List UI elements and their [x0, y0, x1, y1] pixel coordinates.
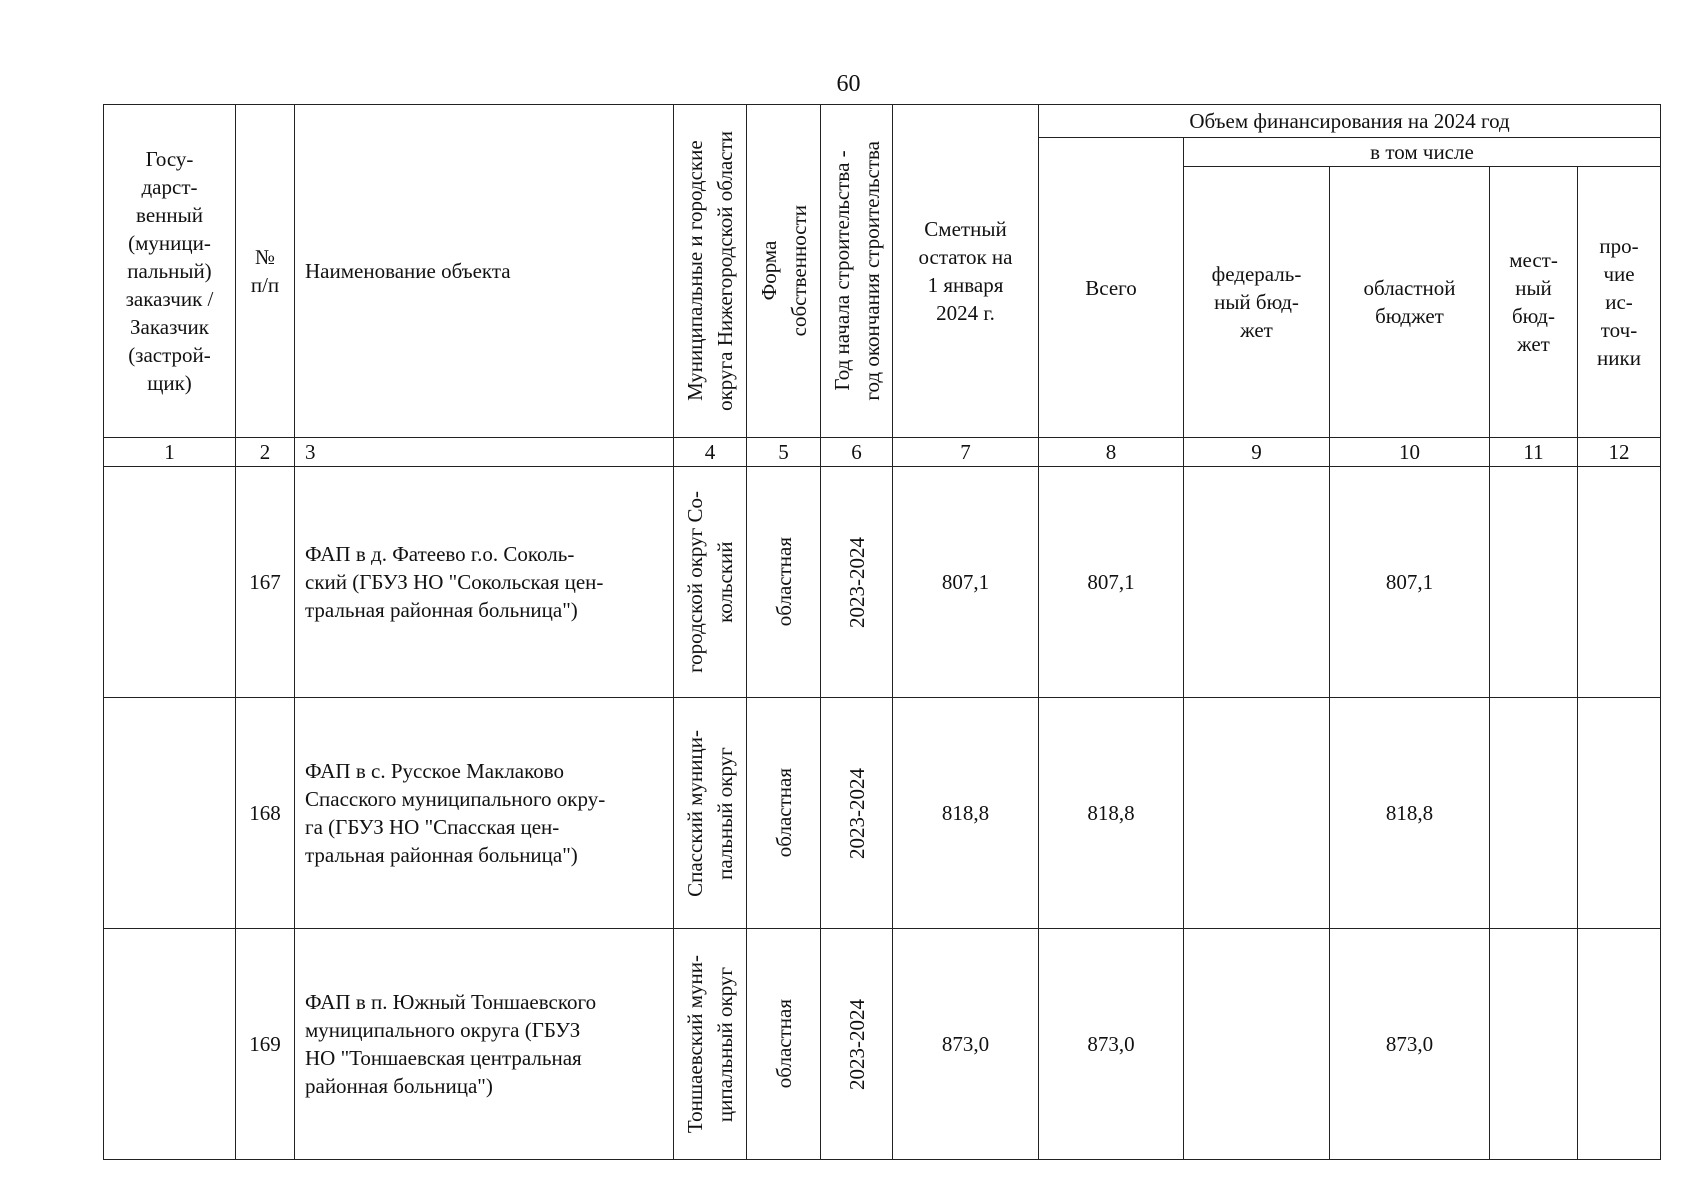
row-customer [104, 467, 236, 698]
column-number: 10 [1330, 438, 1490, 467]
row-local [1490, 698, 1578, 929]
row-years [821, 467, 893, 698]
header-ownership-text: Форма собственности [756, 205, 811, 337]
row-municipality [674, 467, 747, 698]
row-regional: 807,1 [1330, 467, 1490, 698]
header-number: № п/п [236, 105, 295, 438]
header-including: в том числе [1184, 138, 1661, 167]
column-number: 1 [104, 438, 236, 467]
header-total: Всего [1039, 138, 1184, 438]
row-years [821, 929, 893, 1160]
row-regional: 873,0 [1330, 929, 1490, 1160]
row-other [1578, 467, 1661, 698]
row-years-text: 2023-2024 [844, 767, 869, 859]
row-total: 873,0 [1039, 929, 1184, 1160]
row-total: 807,1 [1039, 467, 1184, 698]
header-row-top [104, 105, 1661, 138]
row-number: 167 [236, 467, 295, 698]
row-estimate-balance: 807,1 [893, 467, 1039, 698]
table-row [104, 698, 1661, 929]
header-object-name: Наименование объекта [295, 105, 674, 438]
funding-table [103, 104, 1661, 1160]
row-estimate-balance: 873,0 [893, 929, 1039, 1160]
row-object-name: ФАП в д. Фатеево г.о. Соколь- ский (ГБУЗ НО "Сокольская цен- тральная районная больница") [295, 467, 674, 698]
header-customer: Госу- дарст- венный (муници- пальный) заказчик / Заказчик (застрой- щик) [104, 105, 236, 438]
header-municipality-text: Муниципальные и городские округа Нижегородской области [683, 131, 737, 411]
row-ownership [747, 929, 821, 1160]
row-years-text: 2023-2024 [844, 998, 869, 1090]
column-number: 4 [674, 438, 747, 467]
row-regional: 818,8 [1330, 698, 1490, 929]
header-funding-volume: Объем финансирования на 2024 год [1039, 105, 1661, 138]
header-municipality [674, 105, 747, 438]
column-number: 11 [1490, 438, 1578, 467]
row-federal [1184, 467, 1330, 698]
row-local [1490, 467, 1578, 698]
header-other: про- чие ис- точ- ники [1578, 167, 1661, 438]
row-number: 168 [236, 698, 295, 929]
column-number: 2 [236, 438, 295, 467]
row-ownership [747, 467, 821, 698]
row-customer [104, 698, 236, 929]
column-number: 9 [1184, 438, 1330, 467]
row-object-name: ФАП в с. Русское Маклаково Спасского муниципального окру- га (ГБУЗ НО "Спасская цен- тральная районная больница") [295, 698, 674, 929]
row-ownership [747, 698, 821, 929]
row-estimate-balance: 818,8 [893, 698, 1039, 929]
header-years [821, 105, 893, 438]
row-years [821, 698, 893, 929]
row-years-text: 2023-2024 [844, 536, 869, 628]
row-municipality-text: Спасский муници- пальный округ [683, 729, 737, 897]
row-ownership-text: областная [771, 999, 796, 1089]
column-number: 12 [1578, 438, 1661, 467]
header-estimate-balance: Сметный остаток на 1 января 2024 г. [893, 105, 1039, 438]
table-row [104, 929, 1661, 1160]
column-number: 5 [747, 438, 821, 467]
header-regional: областной бюджет [1330, 167, 1490, 438]
row-municipality [674, 698, 747, 929]
row-municipality [674, 929, 747, 1160]
row-municipality-text: городской округ Со- кольский [683, 491, 737, 673]
row-federal [1184, 929, 1330, 1160]
row-other [1578, 698, 1661, 929]
column-number: 7 [893, 438, 1039, 467]
table-row [104, 467, 1661, 698]
page-number: 60 [836, 71, 861, 97]
row-customer [104, 929, 236, 1160]
header-years-text: Год начала строительства - год окончания строительства [829, 141, 884, 401]
row-ownership-text: областная [771, 768, 796, 858]
header-federal: федераль- ный бюд- жет [1184, 167, 1330, 438]
row-municipality-text: Тоншаевский муни- ципальный округ [683, 954, 737, 1134]
row-federal [1184, 698, 1330, 929]
row-other [1578, 929, 1661, 1160]
column-number: 8 [1039, 438, 1184, 467]
row-ownership-text: областная [771, 537, 796, 627]
row-number: 169 [236, 929, 295, 1160]
column-number: 6 [821, 438, 893, 467]
row-total: 818,8 [1039, 698, 1184, 929]
row-object-name: ФАП в п. Южный Тоншаевского муниципального округа (ГБУЗ НО "Тоншаевская центральная районная больница") [295, 929, 674, 1160]
column-number: 3 [295, 438, 674, 467]
header-local: мест- ный бюд- жет [1490, 167, 1578, 438]
header-ownership [747, 105, 821, 438]
row-local [1490, 929, 1578, 1160]
column-numbers-row [104, 438, 1661, 467]
